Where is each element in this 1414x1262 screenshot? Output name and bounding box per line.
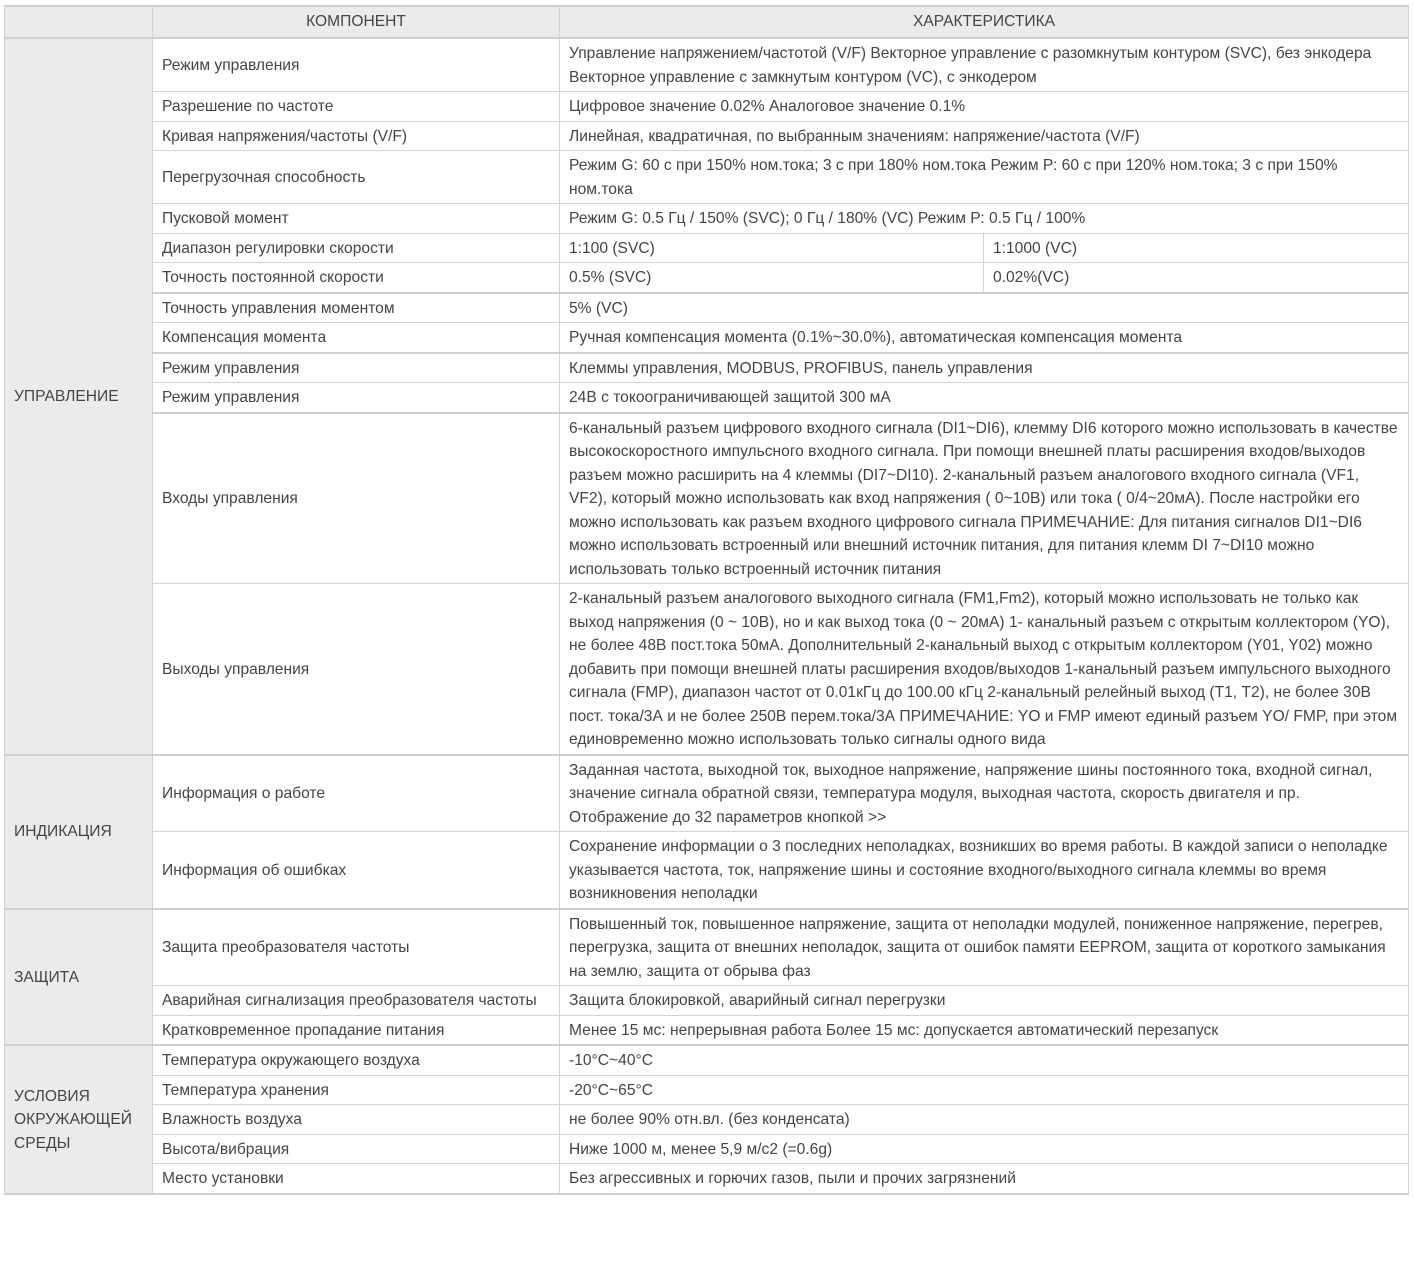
- table-row: [5, 986, 1409, 1016]
- table-header-row: [5, 6, 1409, 38]
- component-cell: Высота/вибрация: [153, 1134, 560, 1164]
- component-cell: Режим управления: [153, 383, 560, 413]
- component-cell: Защита преобразователя частоты: [153, 909, 560, 986]
- component-cell: Информация об ошибках: [153, 832, 560, 909]
- table-row: [5, 584, 1409, 755]
- value-cell: не более 90% отн.вл. (без конденсата): [560, 1105, 1409, 1135]
- value-cell: 5% (VC): [560, 293, 1409, 323]
- section-control-title: УПРАВЛЕНИЕ: [5, 38, 153, 755]
- value-cell: Заданная частота, выходной ток, выходное напряжение, напряжение шины постоянного тока, входной сигнал, значение сигнала обратной связи, температура модуля, выходная частота, скорость двигателя и пр. Отображение до 32 параметров кнопкой >>: [560, 755, 1409, 832]
- table-row: [5, 413, 1409, 584]
- table-row: [5, 353, 1409, 383]
- section-environment-title: УСЛОВИЯ ОКРУЖАЮЩЕЙ СРЕДЫ: [5, 1045, 153, 1194]
- value-cell: Повышенный ток, повышенное напряжение, защита от неполадки модулей, пониженное напряжение, перегрев, перегрузка, защита от внешних неполадок, защита от ошибок памяти EEPROM, защита от короткого замыкания на землю, защита от обрыва фаз: [560, 909, 1409, 986]
- value-cell: Режим G: 60 с при 150% ном.тока; 3 с при 180% ном.тока Режим Р: 60 с при 120% ном.тока; 3 с при 150% ном.тока: [560, 151, 1409, 204]
- component-cell: Аварийная сигнализация преобразователя частоты: [153, 986, 560, 1016]
- table-row: [5, 383, 1409, 413]
- component-cell: Кривая напряжения/частоты (V/F): [153, 121, 560, 151]
- value-cell: -10°C~40°C: [560, 1045, 1409, 1075]
- value-cell: -20°C~65°C: [560, 1075, 1409, 1105]
- table-row: [5, 204, 1409, 234]
- table-row: [5, 1015, 1409, 1045]
- table-row: [5, 909, 1409, 986]
- table-row: [5, 1105, 1409, 1135]
- value-cell: Сохранение информации о 3 последних неполадках, возникших во время работы. В каждой записи о неполадке указывается частота, ток, напряжение шины и состояние входного/выходного сигнала клеммы во время возникновения неполадки: [560, 832, 1409, 909]
- table-row: [5, 233, 1409, 263]
- value-cell: Без агрессивных и горючих газов, пыли и прочих загрязнений: [560, 1164, 1409, 1194]
- specification-table: [4, 5, 1409, 1195]
- value-cell: 24В с токоограничивающей защитой 300 мА: [560, 383, 1409, 413]
- component-cell: Перегрузочная способность: [153, 151, 560, 204]
- value-cell: Менее 15 мс: непрерывная работа Более 15 мс: допускается автоматический перезапуск: [560, 1015, 1409, 1045]
- table-row: [5, 92, 1409, 122]
- component-cell: Пусковой момент: [153, 204, 560, 234]
- component-cell: Разрешение по частоте: [153, 92, 560, 122]
- component-cell: Режим управления: [153, 38, 560, 92]
- value-cell: Клеммы управления, MODBUS, PROFIBUS, панель управления: [560, 353, 1409, 383]
- component-cell: Выходы управления: [153, 584, 560, 755]
- header-section: [5, 6, 153, 38]
- header-characteristic: ХАРАКТЕРИСТИКА: [560, 6, 1409, 38]
- value-cell: Управление напряжением/частотой (V/F) Векторное управление с разомкнутым контуром (SVC), без энкодера Векторное управление с замкнутым контуром (VC), с энкодером: [560, 38, 1409, 92]
- value-cell-svc: 1:100 (SVC): [560, 233, 984, 263]
- table-row: [5, 1045, 1409, 1075]
- table-row: [5, 1164, 1409, 1194]
- table-row: [5, 832, 1409, 909]
- table-row: [5, 38, 1409, 92]
- value-cell: 2-канальный разъем аналогового выходного сигнала (FM1,Fm2), который можно использовать не только как выход напряжения (0 ~ 10В), но и как выход тока (0 ~ 20мА) 1- канальный разъем с открытым коллектором (YO), не более 48В пост.тока 50мА. Дополнительный 2-канальный выход с открытым коллектором (Y01, Y02) можно добавить при помощи внешней платы расширения входов/выходов 1-канальный разъем импульсного выходного сигнала (FMP), диапазон частот от 0.01кГц до 100.00 кГц 2-канальный релейный выход (Т1, Т2), не более 30В пост. тока/3А и не более 250В перем.тока/3А ПРИМЕЧАНИЕ: YO и FMP имеют единый разъем YO/ FMP, при этом единовременно можно использовать только сигналы одного вида: [560, 584, 1409, 755]
- component-cell: Информация о работе: [153, 755, 560, 832]
- component-cell: Входы управления: [153, 413, 560, 584]
- value-cell: Режим G: 0.5 Гц / 150% (SVC); 0 Гц / 180% (VC) Режим Р: 0.5 Гц / 100%: [560, 204, 1409, 234]
- component-cell: Точность постоянной скорости: [153, 263, 560, 293]
- component-cell: Температура окружающего воздуха: [153, 1045, 560, 1075]
- table-row: [5, 1075, 1409, 1105]
- table-row: [5, 323, 1409, 353]
- table-row: [5, 1134, 1409, 1164]
- value-cell-vc: 1:1000 (VC): [984, 233, 1409, 263]
- component-cell: Диапазон регулировки скорости: [153, 233, 560, 263]
- value-cell-svc: 0.5% (SVC): [560, 263, 984, 293]
- table-row: [5, 263, 1409, 293]
- header-component: КОМПОНЕНТ: [153, 6, 560, 38]
- component-cell: Температура хранения: [153, 1075, 560, 1105]
- table-row: [5, 121, 1409, 151]
- value-cell-vc: 0.02%(VC): [984, 263, 1409, 293]
- component-cell: Режим управления: [153, 353, 560, 383]
- table-row: [5, 293, 1409, 323]
- table-row: [5, 151, 1409, 204]
- value-cell: Защита блокировкой, аварийный сигнал перегрузки: [560, 986, 1409, 1016]
- component-cell: Кратковременное пропадание питания: [153, 1015, 560, 1045]
- table-row: [5, 755, 1409, 832]
- section-indication-title: ИНДИКАЦИЯ: [5, 755, 153, 909]
- spec-table-container: [4, 5, 1408, 1195]
- section-protection-title: ЗАЩИТА: [5, 909, 153, 1046]
- value-cell: Линейная, квадратичная, по выбранным значениям: напряжение/частота (V/F): [560, 121, 1409, 151]
- value-cell: 6-канальный разъем цифрового входного сигнала (DI1~DI6), клемму DI6 которого можно использовать в качестве высокоскоростного импульсного входного сигнала. При помощи внешней платы расширения входов/выходов разъем можно расширить на 4 клеммы (DI7~DI10). 2-канальный разъем аналогового входного сигнала (VF1, VF2), который можно использовать как вход напряжения ( 0~10В) или тока ( 0/4~20мА). После настройки его можно использовать как разъем входного цифрового сигнала ПРИМЕЧАНИЕ: Для питания сигналов DI1~DI6 можно использовать встроенный или внешний источник питания, для питания клемм DI 7~DI10 можно использовать только встроенный источник питания: [560, 413, 1409, 584]
- component-cell: Точность управления моментом: [153, 293, 560, 323]
- value-cell: Цифровое значение 0.02% Аналоговое значение 0.1%: [560, 92, 1409, 122]
- component-cell: Компенсация момента: [153, 323, 560, 353]
- value-cell: Ниже 1000 м, менее 5,9 м/с2 (=0.6g): [560, 1134, 1409, 1164]
- value-cell: Ручная компенсация момента (0.1%~30.0%), автоматическая компенсация момента: [560, 323, 1409, 353]
- component-cell: Влажность воздуха: [153, 1105, 560, 1135]
- component-cell: Место установки: [153, 1164, 560, 1194]
